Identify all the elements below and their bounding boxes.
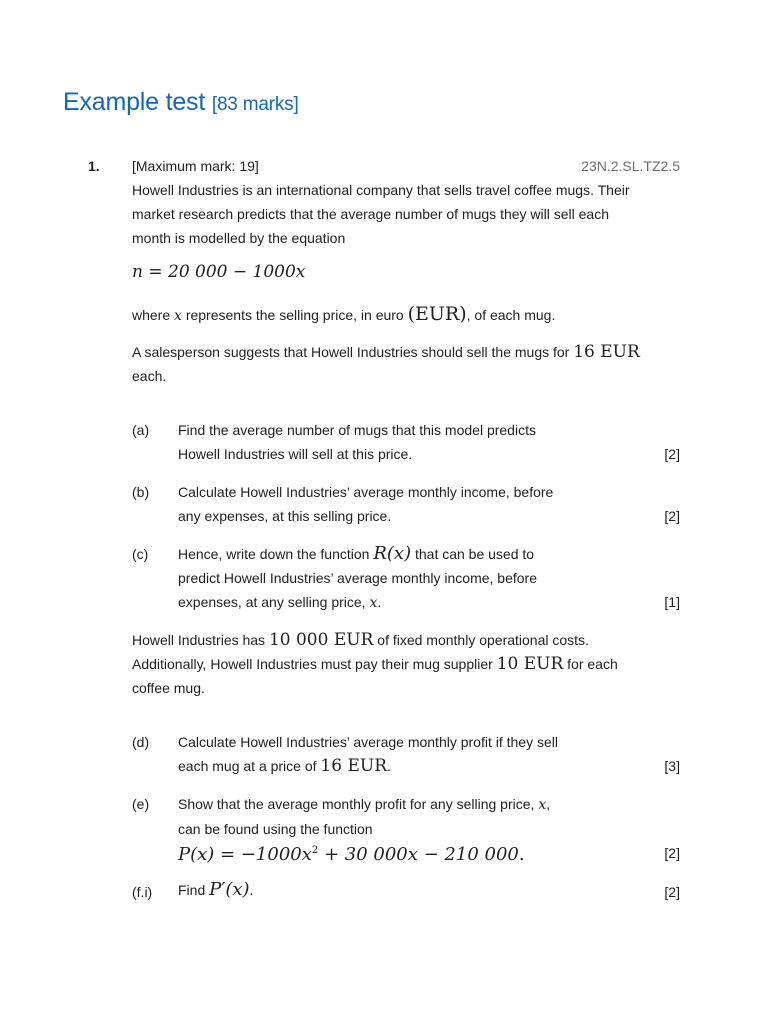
text-segment: each. — [132, 368, 167, 384]
title-text: Example test — [63, 88, 206, 116]
intro-line: month is modelled by the equation — [132, 230, 346, 246]
page-title — [63, 88, 299, 117]
part-c-marks: [1] — [664, 594, 680, 610]
function-r: R(x) — [373, 543, 412, 564]
part-line: can be found using the function — [178, 821, 373, 837]
part-a-marks: [2] — [664, 446, 680, 462]
part-b-marks: [2] — [664, 508, 680, 524]
part-e-marks: [2] — [664, 845, 680, 861]
part-line: Calculate Howell Industries’ average monthly income, before — [178, 484, 554, 500]
text-segment: where — [132, 307, 175, 323]
variable-definition — [132, 302, 652, 328]
price-value: 16 EUR — [320, 756, 387, 776]
model-equation-text: n = 20 000 − 1000x — [132, 262, 306, 282]
part-d-text — [178, 730, 598, 778]
text-segment: A salesperson suggests that Howell Industries should sell the mugs for — [132, 344, 574, 360]
text-segment: of fixed monthly operational costs. — [373, 632, 589, 648]
text-segment: that can be used to — [411, 546, 535, 562]
variable-x: x — [538, 797, 547, 813]
intro-line: Howell Industries is an international company that sells travel coffee mugs. Their — [132, 182, 630, 198]
part-fi-label: (f.i) — [132, 884, 153, 900]
text-segment: . — [249, 882, 254, 898]
part-line: predict Howell Industries’ average monthly income, before — [178, 570, 537, 586]
variable-x: x — [174, 308, 182, 324]
text-segment: . — [377, 594, 382, 610]
text-segment: Find — [178, 882, 210, 898]
variable-x: x — [369, 595, 378, 611]
part-line: Calculate Howell Industries’ average monthly profit if they sell — [178, 734, 558, 750]
question-code: 23N.2.SL.TZ2.5 — [581, 158, 680, 174]
total-marks: [83 marks] — [211, 94, 299, 115]
part-a-label: (a) — [132, 422, 150, 438]
profit-function — [178, 838, 598, 868]
price-value: 16 EUR — [573, 342, 640, 362]
costs-paragraph — [132, 628, 652, 700]
text-segment: coffee mug. — [132, 680, 205, 696]
part-b-text — [178, 480, 598, 528]
text-segment: Howell Industries has — [132, 632, 269, 648]
part-line: Find the average number of mugs that this model predicts — [178, 422, 536, 438]
text-segment: expenses, at any selling price, — [178, 594, 370, 610]
part-line: any expenses, at this selling price. — [178, 508, 392, 524]
part-c-text — [178, 542, 598, 615]
part-e-text — [178, 792, 598, 841]
text-segment: each mug at a price of — [178, 758, 321, 774]
part-fi-text — [178, 878, 598, 902]
text-segment: , of each mug. — [466, 307, 556, 323]
supplier-cost-value: 10 EUR — [496, 654, 564, 674]
part-d-label: (d) — [132, 734, 150, 750]
text-segment: , — [546, 796, 551, 812]
profit-function-rhs: + 30 000x − 210 000 — [318, 844, 519, 865]
text-segment: . — [387, 758, 391, 774]
unit-eur: (EUR) — [407, 303, 467, 325]
part-line: Howell Industries will sell at this price. — [178, 446, 413, 462]
part-c-label: (c) — [132, 546, 149, 562]
salesperson-suggestion — [132, 340, 652, 388]
model-equation — [132, 262, 305, 282]
profit-function-lhs: P(x) = −1000x — [178, 844, 312, 865]
exponent: 2 — [311, 845, 319, 856]
text-segment: Hence, write down the function — [178, 546, 374, 562]
text-segment: for each — [563, 656, 618, 672]
question-number: 1. — [88, 158, 100, 174]
text-segment: Show that the average monthly profit for any selling price, — [178, 796, 539, 812]
question-intro — [132, 178, 652, 250]
part-d-marks: [3] — [664, 758, 680, 774]
part-a-text — [178, 418, 598, 466]
text-segment: represents the selling price, in euro — [181, 307, 408, 323]
part-fi-marks: [2] — [664, 884, 680, 900]
fixed-costs-value: 10 000 EUR — [268, 630, 374, 650]
text-segment: . — [518, 844, 525, 865]
text-segment: Additionally, Howell Industries must pay their mug supplier — [132, 656, 497, 672]
derivative-p: P′(x) — [209, 879, 250, 900]
part-e-label: (e) — [132, 796, 150, 812]
part-b-label: (b) — [132, 484, 150, 500]
max-mark: [Maximum mark: 19] — [132, 158, 259, 174]
intro-line: market research predicts that the average number of mugs they will sell each — [132, 206, 610, 222]
